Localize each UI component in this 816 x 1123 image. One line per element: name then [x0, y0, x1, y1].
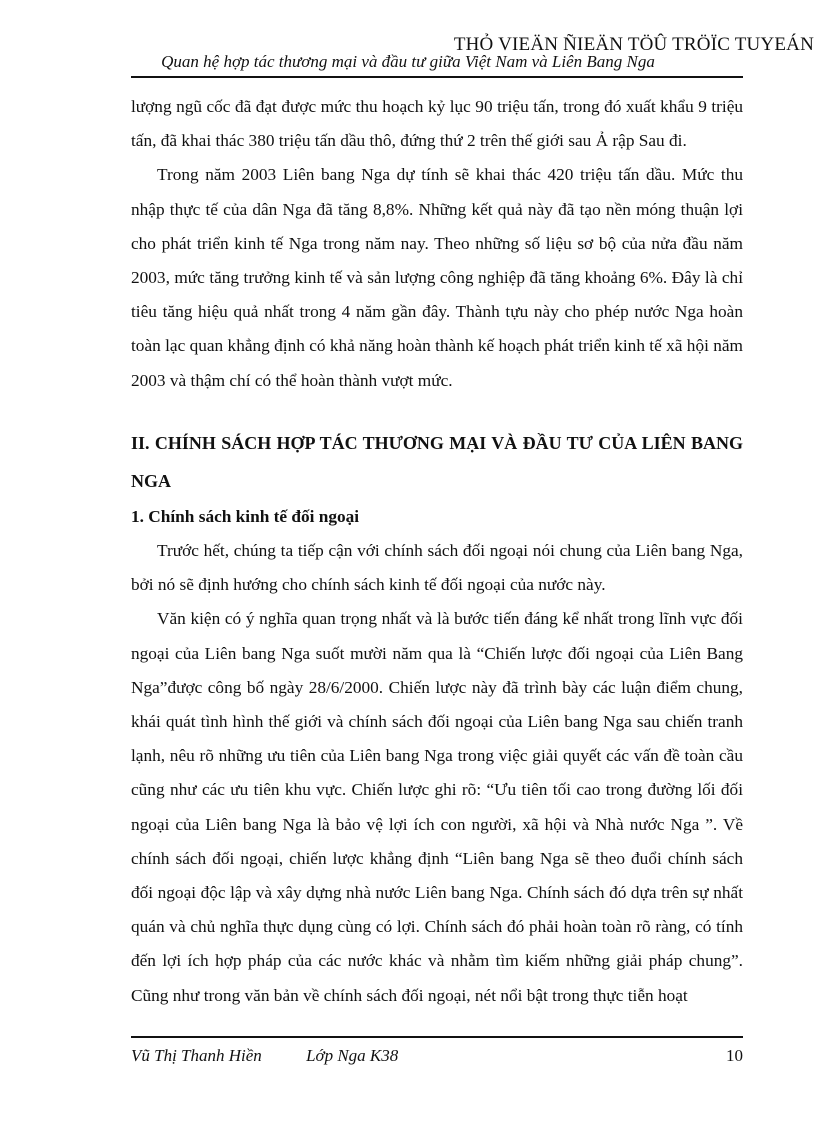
subsection-heading: 1. Chính sách kinh tế đối ngoại	[131, 506, 360, 526]
section-heading: II. CHÍNH SÁCH HỢP TÁC THƯƠNG MẠI VÀ ĐẦU TƯ CỦA LIÊN BANG NGA	[131, 432, 743, 491]
watermark-text: THỎ VIEÄN ÑIEÄN TÖÛ TRÖÏC TUYEÁN	[453, 34, 814, 55]
footer-author: Vũ Thị Thanh Hiền	[131, 1046, 262, 1065]
page-number: 10	[726, 1046, 743, 1065]
page-body	[131, 90, 743, 1013]
paragraph-1: lượng ngũ cốc đã đạt được mức thu hoạch kỷ lục 90 triệu tấn, trong đó xuất khẩu 9 triệu tấn, đã khai thác 380 triệu tấn dầu thô, đứng thứ 2 trên thế giới sau Ả rập Sau đi.	[131, 97, 743, 151]
footer-class: Lớp Nga K38	[306, 1046, 399, 1065]
page-footer	[131, 1046, 743, 1066]
footer-rule	[131, 1036, 743, 1038]
header-rule	[131, 76, 743, 78]
paragraph-4: Văn kiện có ý nghĩa quan trọng nhất và là bước tiến đáng kể nhất trong lĩnh vực đối ngoại của Liên bang Nga suốt mười năm qua là “Chiến lược đối ngoại của Liên Bang Nga”được công bố ngày 28/6/2000. Chiến lược này đã trình bày các luận điểm chung, khái quát tình hình thế giới và chính sách đối ngoại của Liên bang Nga sau chiến tranh lạnh, nêu rõ những ưu tiên của Liên bang Nga trong việc giải quyết các vấn đề toàn cầu cũng như các ưu tiên khu vực. Chiến lược ghi rõ: “Ưu tiên tối cao trong đường lối đối ngoại của Liên bang Nga là bảo vệ lợi ích con người, xã hội và Nhà nước Nga ”. Về chính sách đối ngoại, chiến lược khẳng định “Liên bang Nga sẽ theo đuổi chính sách đối ngoại độc lập và xây dựng nhà nước Liên bang Nga. Chính sách đó dựa trên sự nhất quán và chủ nghĩa thực dụng cùng có lợi. Chính sách đó phải hoàn toàn rõ ràng, có tính đến lợi ích hợp pháp của các nước khác và nhằm tìm kiếm những giải pháp chung”. Cũng như trong văn bản về chính sách đối ngoại, nét nổi bật trong thực tiễn hoạt	[131, 609, 743, 1005]
running-header: Quan hệ hợp tác thương mại và đầu tư giữa Việt Nam và Liên Bang Nga	[161, 52, 655, 71]
paragraph-2: Trong năm 2003 Liên bang Nga dự tính sẽ khai thác 420 triệu tấn dầu. Mức thu nhập thực tế của dân Nga đã tăng 8,8%. Những kết quả này đã tạo nền móng thuận lợi cho phát triển kinh tế Nga trong năm nay. Theo những số liệu sơ bộ của nửa đầu năm 2003, mức tăng trưởng kinh tế và sản lượng công nghiệp đã tăng khoảng 6%. Đây là chỉ tiêu tăng hiệu quả nhất trong 4 năm gần đây. Thành tựu này cho phép nước Nga hoàn toàn lạc quan khẳng định có khả năng hoàn thành kế hoạch phát triển kinh tế xã hội năm 2003 và thậm chí có thể hoàn thành vượt mức.	[131, 165, 743, 390]
paragraph-3: Trước hết, chúng ta tiếp cận với chính sách đối ngoại nói chung của Liên bang Nga, bởi nó sẽ định hướng cho chính sách kinh tế đối ngoại của nước này.	[131, 541, 743, 595]
